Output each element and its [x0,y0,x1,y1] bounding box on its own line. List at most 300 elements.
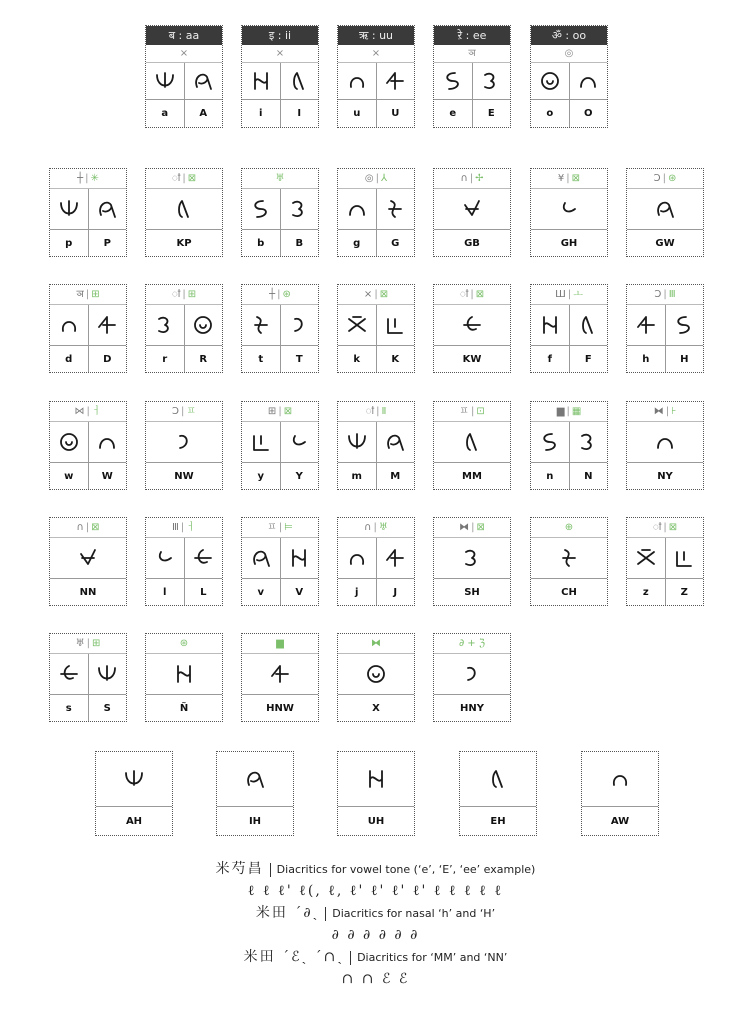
label-row [242,100,318,127]
label-row [627,230,703,256]
glyph-cell [376,189,415,229]
consonant-card [337,168,415,257]
label-row [627,346,703,372]
glyph-cell [146,538,184,578]
script-glyph-icon [383,546,407,570]
romanization-label: AH [125,815,143,827]
consonant-card [530,401,608,490]
stroke-mark: ञ [76,289,84,300]
stroke-marks [146,169,222,189]
stroke-mark: ⊛ [282,289,291,300]
consonant-card [337,401,415,490]
glyph-row [531,538,607,579]
stroke-mark: ऻ [365,406,375,417]
glyph-cell [146,305,184,345]
label-row [50,463,126,489]
stroke-mark: ㅍ [459,406,469,417]
glyph-cell [376,538,415,578]
consonant-card [241,284,319,373]
mark-separator: | [566,173,570,184]
romanization-label: X [372,702,380,714]
label-row [242,579,318,605]
script-glyph-icon [345,430,369,454]
consonant-card [241,401,319,490]
romanization-label: G [376,230,415,256]
stroke-marks [242,518,318,538]
mark-separator: | [663,522,667,533]
label-row [627,463,703,489]
label-row [434,100,510,127]
label-row [242,695,318,721]
stroke-marks [434,402,510,422]
script-glyph-icon [249,69,273,93]
glyph-cell [242,538,280,578]
stroke-marks [531,285,607,305]
romanization-label: s [65,702,72,714]
mark-separator: | [662,173,666,184]
romanization-label: Ñ [179,702,189,714]
label-row [338,346,414,372]
romanization-label: N [569,463,608,489]
glyph-cell [338,654,414,694]
stroke-marks [146,402,222,422]
glyph-cell [50,189,88,229]
romanization-label: V [280,579,319,605]
mark-separator: | [470,289,474,300]
script-glyph-icon [345,546,369,570]
romanization-label: NW [174,470,194,482]
stroke-marks [531,402,607,422]
mark-separator: | [375,173,379,184]
mark-separator: | [469,173,474,184]
mm-nn-examples: ∩ ∩ ℰ ℰ [341,971,410,987]
glyph-cell [338,752,414,806]
glyph-row [50,305,126,346]
glyph-cell [627,538,665,578]
stroke-mark: ⊠ [187,173,197,184]
glyph-cell [338,305,376,345]
romanization-label: u [353,108,361,119]
label-row [434,463,510,489]
romanization-label: E [472,100,511,127]
stroke-mark: ⊞ [187,289,197,300]
glyph-cell [146,189,222,229]
romanization-label: d [65,353,73,365]
script-glyph-icon [653,197,677,221]
label-row [531,100,607,127]
glyph-cell [531,538,607,578]
romanization-label: CH [561,586,577,598]
romanization-label: y [257,470,265,482]
script-glyph-icon [557,546,581,570]
glyph-cell [460,752,536,806]
glyph-cell [569,305,608,345]
mark-separator: | [182,289,186,300]
label-row [50,695,126,721]
consonant-card [433,633,511,722]
stroke-mark: ∩ [76,522,84,533]
romanization-label: MM [462,470,482,482]
stroke-mark: ┼ [77,173,84,184]
stroke-marks [338,169,414,189]
script-glyph-icon [172,197,196,221]
romanization-label: R [184,346,223,372]
glyph-row [96,752,172,807]
glyph-row [242,422,318,463]
consonant-card [241,168,319,257]
mark-separator: | [470,406,475,417]
stroke-mark: × [363,289,373,300]
consonant-card [433,517,511,606]
stroke-mark: ♅ [378,522,388,533]
glyph-row [242,538,318,579]
romanization-label: B [280,230,319,256]
script-glyph-icon [383,69,407,93]
glyph-row [50,538,126,579]
script-glyph-icon [672,546,696,570]
vowel-card [145,25,223,128]
glyph-row [242,654,318,695]
glyph-row [338,752,414,807]
glyph-cell [472,63,511,99]
romanization-label: GW [655,237,675,249]
mark-separator: | [180,522,185,533]
note-prefix: 米田 ˊ∂ˏ [255,905,320,921]
glyph-row [242,305,318,346]
script-glyph-icon [345,313,369,337]
stroke-mark: ㅓ [186,522,196,533]
script-glyph-icon [576,313,600,337]
label-row [460,807,536,835]
stroke-mark: ⊠ [379,289,389,300]
romanization-label: U [376,100,415,127]
script-glyph-icon [538,69,562,93]
romanization-label: HNY [460,702,484,714]
glyph-row [531,422,607,463]
stroke-marks [338,285,414,305]
stroke-marks [242,169,318,189]
stroke-marks [627,169,703,189]
script-glyph-icon [249,546,273,570]
stroke-mark: Ⅱ [381,406,387,417]
script-glyph-icon [95,430,119,454]
combo-card [581,751,659,836]
glyph-row [242,189,318,230]
stroke-mark: ∩ [460,173,468,184]
label-row [242,230,318,256]
romanization-label: EH [490,815,506,827]
note-prefix: 米芍昌 [215,861,264,877]
script-glyph-icon [172,430,196,454]
romanization-label: a [161,108,169,119]
label-row [531,230,607,256]
stroke-mark: ┼ [269,289,276,300]
romanization-label: z [642,586,649,598]
glyph-cell [434,305,510,345]
consonant-card [626,517,704,606]
combo-card [337,751,415,836]
stroke-marks [627,285,703,305]
vowel-card [337,25,415,128]
romanization-label: S [88,695,127,721]
stroke-mark: ㅍ [186,406,197,417]
script-glyph-icon [364,767,388,791]
stroke-mark: ✳ [90,173,99,184]
romanization-label: L [184,579,223,605]
romanization-label: Z [665,579,704,605]
script-glyph-icon [57,197,81,221]
glyph-cell [88,305,127,345]
stroke-marks [50,285,126,305]
vowel-tone-examples: ℓ ℓ ℓ' ℓ(, ℓ, ℓ' ℓ' ℓ' ℓ' ℓ ℓ ℓ ℓ ℓ [247,883,504,899]
script-glyph-icon [538,313,562,337]
vowel-symbol: × [338,45,414,63]
script-glyph-icon [122,767,146,791]
romanization-label: AW [610,815,630,827]
script-glyph-icon [479,69,503,93]
stroke-marks [146,285,222,305]
stroke-mark: ⊦ [671,406,677,417]
consonant-card [49,168,127,257]
script-glyph-icon [172,662,196,686]
script-glyph-icon [191,69,215,93]
label-row [627,579,703,605]
glyph-cell [88,654,127,694]
vowel-header: ऱे : ee [434,26,510,45]
stroke-marks [627,402,703,422]
glyph-row [582,752,658,807]
script-glyph-icon [153,546,177,570]
glyph-cell [665,538,704,578]
romanization-label: w [64,470,74,482]
vowel-header: ॐ : oo [531,26,607,45]
stroke-mark: Ↄ [654,289,662,300]
label-row [242,463,318,489]
romanization-label: O [569,100,608,127]
mark-separator: | [665,406,670,417]
script-glyph-icon [345,69,369,93]
note-mm-nn [0,946,751,968]
label-row [146,346,222,372]
glyph-cell [376,63,415,99]
glyph-cell [376,305,415,345]
romanization-label: f [547,353,552,365]
label-row [338,100,414,127]
romanization-label: IH [248,815,262,827]
glyph-row [434,63,510,100]
mark-separator: | [374,289,378,300]
label-row [434,695,510,721]
stroke-marks [146,518,222,538]
stroke-marks [338,402,414,422]
script-glyph-icon [576,430,600,454]
stroke-marks [434,285,510,305]
glyph-row [627,422,703,463]
romanization-label: J [376,579,415,605]
stroke-mark: ⊠ [91,522,100,533]
stroke-mark: ⊠ [475,289,485,300]
stroke-mark: ऻ [652,522,662,533]
stroke-mark: ⅄ [381,173,388,184]
glyph-row [627,538,703,579]
nasal-h-examples: ∂ ∂ ∂ ∂ ∂ ∂ [331,927,420,943]
glyph-cell [50,422,88,462]
glyph-cell [96,752,172,806]
romanization-label: t [258,353,264,365]
consonant-card [530,284,608,373]
label-row [146,230,222,256]
stroke-marks [338,634,414,654]
vowel-card [433,25,511,128]
consonant-card [145,633,223,722]
note-vowel-tone [0,858,751,880]
note-prefix: 米田 ˊℰˏ ˊ∩ˏ [243,949,345,965]
stroke-mark: Ⅲ [172,522,179,533]
stroke-mark: ∩ [364,522,372,533]
consonant-card [49,517,127,606]
script-glyph-icon [287,313,311,337]
glyph-cell [50,305,88,345]
script-glyph-icon [153,313,177,337]
glyph-cell [627,305,665,345]
glyph-row [627,305,703,346]
stroke-mark: ◎ [364,173,374,184]
romanization-label: F [569,346,608,372]
glyph-row [627,189,703,230]
romanization-label: GB [464,237,480,249]
mark-separator: | [376,406,380,417]
mark-separator: | [471,522,475,533]
glyph-cell [88,189,127,229]
vowel-symbol: × [146,45,222,63]
mark-separator: | [567,289,572,300]
stroke-mark: ⊛ [668,173,677,184]
note-nasal-h [0,902,751,924]
stroke-mark: ∂ + ℨ [458,638,486,649]
glyph-cell [242,422,280,462]
glyph-row [338,63,414,100]
consonant-card [241,517,319,606]
label-row [146,463,222,489]
glyph-cell [582,752,658,806]
stroke-mark: ¥ [557,173,565,184]
divider [350,951,351,965]
romanization-label: p [65,237,73,249]
glyph-row [146,305,222,346]
consonant-card [49,401,127,490]
romanization-label: NY [657,470,673,482]
stroke-mark: Ш [555,289,566,300]
romanization-label: n [546,470,554,482]
script-glyph-icon [653,430,677,454]
note-text: Diacritics for nasal ‘h’ and ‘H’ [332,907,496,920]
stroke-mark: ऻ [171,289,181,300]
romanization-label: i [259,108,263,119]
stroke-mark: ⊡ [476,406,485,417]
glyph-cell [217,752,293,806]
label-row [146,579,222,605]
label-row [242,346,318,372]
glyph-row [338,538,414,579]
stroke-marks [338,518,414,538]
romanization-label: KP [176,237,192,249]
vowel-header: ऋ : uu [338,26,414,45]
label-row [96,807,172,835]
glyph-row [460,752,536,807]
script-glyph-icon [76,546,100,570]
glyph-cell [146,654,222,694]
script-glyph-icon [57,313,81,337]
romanization-label: b [257,237,265,249]
label-row [338,695,414,721]
stroke-mark: ⊞ [267,406,277,417]
romanization-label: Y [280,463,319,489]
label-row [582,807,658,835]
stroke-mark: ♅ [75,638,85,649]
romanization-label: KW [462,353,482,365]
label-row [531,579,607,605]
divider [270,863,271,877]
glyph-row [434,654,510,695]
glyph-row [146,63,222,100]
script-glyph-icon [557,197,581,221]
glyph-cell [569,63,608,99]
script-glyph-icon [95,313,119,337]
glyph-cell [242,63,280,99]
stroke-mark: ऻ [171,173,181,184]
combo-card [95,751,173,836]
stroke-marks [50,518,126,538]
script-glyph-icon [460,546,484,570]
stroke-marks [242,285,318,305]
romanization-label: T [280,346,319,372]
vowel-symbol: ञ [434,45,510,63]
consonant-card [145,284,223,373]
glyph-cell [338,538,376,578]
glyph-row [146,654,222,695]
stroke-mark: ▆ [276,638,284,649]
glyph-cell [665,305,704,345]
romanization-label: HNW [266,702,294,714]
stroke-marks [146,634,222,654]
script-glyph-icon [460,313,484,337]
script-glyph-icon [345,197,369,221]
romanization-label: A [184,100,223,127]
vowel-card [530,25,608,128]
glyph-row [242,63,318,100]
script-glyph-icon [538,430,562,454]
stroke-marks [531,518,607,538]
script-glyph-icon [287,69,311,93]
vowel-symbol: ◎ [531,45,607,63]
stroke-mark: ⧓ [653,406,664,417]
label-row [338,807,414,835]
mark-separator: | [85,522,90,533]
mark-separator: | [663,289,667,300]
romanization-label: M [376,463,415,489]
label-row [338,463,414,489]
consonant-card [530,168,608,257]
glyph-cell [627,189,703,229]
glyph-cell [531,305,569,345]
script-glyph-icon [364,662,388,686]
glyph-row [146,538,222,579]
stroke-mark: ⊕ [564,522,574,533]
note-text: Diacritics for ‘MM’ and ‘NN’ [357,951,508,964]
script-glyph-icon [383,313,407,337]
stroke-mark: ㅗ [573,289,583,300]
glyph-cell [569,422,608,462]
